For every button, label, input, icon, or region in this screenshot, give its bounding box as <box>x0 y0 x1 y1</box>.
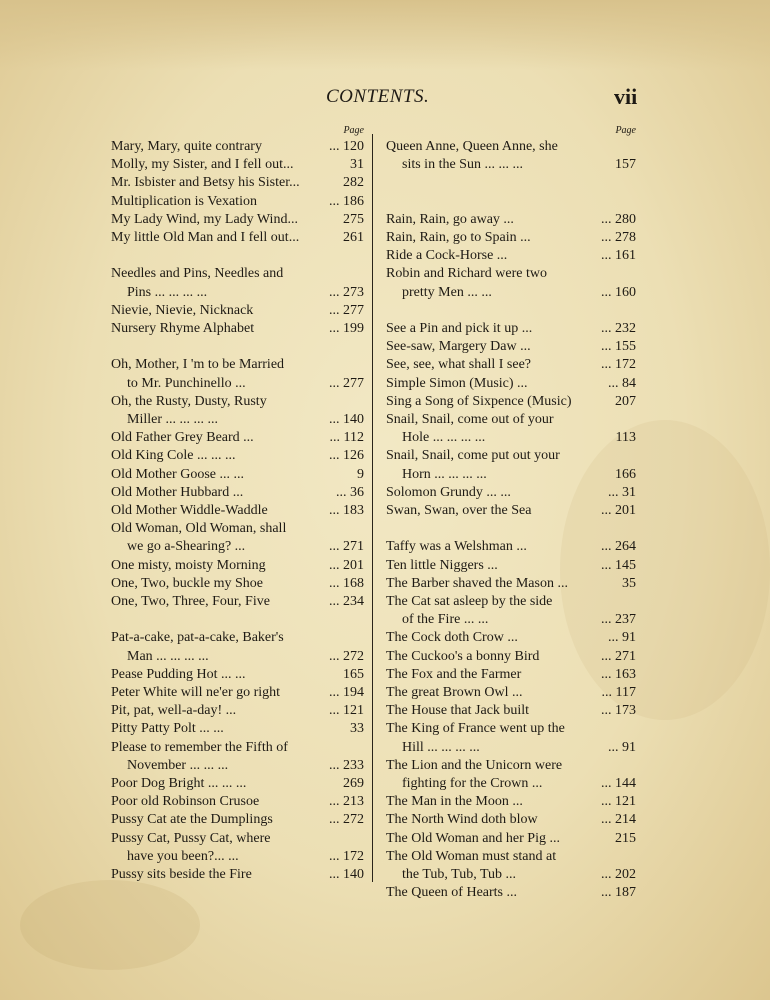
entry-page-number: ... 112 <box>329 430 364 446</box>
section-gap <box>386 174 636 192</box>
entry-page-number: ... 145 <box>601 557 636 573</box>
contents-entry <box>386 393 636 411</box>
entry-title: Old Mother Goose ... ... <box>111 466 244 482</box>
paper-stain <box>20 880 200 970</box>
contents-entry <box>386 866 636 884</box>
contents-entry <box>386 666 636 684</box>
contents-entry <box>386 884 636 902</box>
entry-title: The Old Woman must stand at <box>386 848 557 864</box>
entry-page-number: 157 <box>615 157 636 173</box>
contents-entry <box>111 211 364 229</box>
running-title: CONTENTS. <box>326 86 430 107</box>
entry-page-number: 269 <box>343 776 364 792</box>
contents-entry <box>386 811 636 829</box>
entry-title: Snail, Snail, come put out your <box>386 448 560 464</box>
entry-title: Multiplication is Vexation <box>111 193 257 209</box>
contents-entry <box>111 375 364 393</box>
entry-title: The Barber shaved the Mason ... <box>386 575 568 591</box>
entry-page-number: ... 144 <box>601 776 636 792</box>
contents-entry <box>386 848 636 866</box>
entry-title: fighting for the Crown ... <box>402 776 543 792</box>
contents-entry <box>111 811 364 829</box>
entry-title: Old King Cole ... ... ... <box>111 448 236 464</box>
entry-title: Sing a Song of Sixpence (Music) <box>386 393 572 409</box>
entry-title: have you been?... ... <box>127 848 239 864</box>
entry-title: Swan, Swan, over the Sea <box>386 503 532 519</box>
entry-title: the Tub, Tub, Tub ... <box>402 867 517 883</box>
entry-page-number: 215 <box>615 830 636 846</box>
entry-title: pretty Men ... ... <box>402 284 492 300</box>
contents-entry <box>386 338 636 356</box>
entry-page-number: 282 <box>343 175 364 191</box>
entry-title: Pussy sits beside the Fire <box>111 867 252 883</box>
contents-entry <box>111 793 364 811</box>
entry-page-number: ... 232 <box>601 320 636 336</box>
entry-page-number: ... 160 <box>601 284 636 300</box>
entry-title: Pussy Cat ate the Dumplings <box>111 812 273 828</box>
entry-title: Please to remember the Fifth of <box>111 739 288 755</box>
contents-entry <box>386 247 636 265</box>
entry-title: Miller ... ... ... ... <box>127 412 218 428</box>
entry-title: Man ... ... ... ... <box>127 648 209 664</box>
entry-page-number: ... 237 <box>601 612 636 628</box>
page-edge-shadow <box>0 0 770 70</box>
entry-title: Mr. Isbister and Betsy his Sister... <box>111 175 300 191</box>
entry-page-number: ... 183 <box>329 503 364 519</box>
contents-entry <box>386 211 636 229</box>
contents-entry <box>386 684 636 702</box>
entry-title: Old Woman, Old Woman, shall <box>111 521 287 537</box>
entry-page-number: 261 <box>343 230 364 246</box>
right-entries <box>386 138 636 902</box>
contents-entry <box>386 739 636 757</box>
entry-page-number: ... 168 <box>329 575 364 591</box>
contents-entry <box>111 720 364 738</box>
contents-entry <box>386 720 636 738</box>
entry-title: My little Old Man and I fell out... <box>111 230 300 246</box>
section-gap <box>386 302 636 320</box>
entry-title: Taffy was a Welshman ... <box>386 539 527 555</box>
entry-title: Rain, Rain, go away ... <box>386 211 514 227</box>
entry-title: See a Pin and pick it up ... <box>386 320 533 336</box>
entry-title: The Lion and the Unicorn were <box>386 757 563 773</box>
contents-entry <box>386 356 636 374</box>
entry-title: Oh, Mother, I 'm to be Married <box>111 357 285 373</box>
contents-entry <box>386 284 636 302</box>
entry-title: Old Father Grey Beard ... <box>111 430 254 446</box>
entry-page-number: ... 84 <box>608 375 636 391</box>
contents-entry <box>111 648 364 666</box>
contents-entry <box>386 557 636 575</box>
contents-entry <box>111 302 364 320</box>
contents-entry <box>386 466 636 484</box>
contents-entry <box>386 648 636 666</box>
entry-title: Poor old Robinson Crusoe <box>111 794 260 810</box>
entry-title: Solomon Grundy ... ... <box>386 484 511 500</box>
entry-page-number: ... 121 <box>601 794 636 810</box>
entry-page-number: ... 117 <box>601 685 636 701</box>
entry-page-number: ... 194 <box>329 685 364 701</box>
entry-title: Queen Anne, Queen Anne, she <box>386 139 558 154</box>
entry-title: Simple Simon (Music) ... <box>386 375 528 391</box>
contents-entry <box>111 466 364 484</box>
entry-title: Nievie, Nievie, Nicknack <box>111 302 254 318</box>
entry-page-number: ... 214 <box>601 812 636 828</box>
entry-title: Pitty Patty Polt ... ... <box>111 721 224 737</box>
section-gap <box>111 247 364 265</box>
entry-page-number: ... 273 <box>329 284 364 300</box>
entry-page-number: 9 <box>357 466 364 482</box>
entry-page-number: ... 271 <box>329 539 364 555</box>
entry-title: Hole ... ... ... ... <box>402 430 486 446</box>
entry-title: One, Two, buckle my Shoe <box>111 575 263 591</box>
entry-page-number: 165 <box>343 666 364 682</box>
entry-page-number: 35 <box>622 575 636 591</box>
contents-entry <box>111 284 364 302</box>
contents-entry <box>111 575 364 593</box>
entry-page-number: ... 199 <box>329 321 364 337</box>
entry-page-number: 207 <box>615 393 636 409</box>
entry-title: The Cuckoo's a bonny Bird <box>386 648 540 664</box>
entry-page-number: ... 201 <box>601 503 636 519</box>
column-divider <box>372 134 373 882</box>
entry-page-number: ... 161 <box>601 248 636 264</box>
contents-entry <box>111 229 364 247</box>
contents-entry <box>111 830 364 848</box>
contents-entry <box>386 593 636 611</box>
entry-title: to Mr. Punchinello ... <box>127 375 246 391</box>
entry-title: Molly, my Sister, and I fell out... <box>111 157 294 173</box>
entry-page-number: ... 91 <box>608 630 636 646</box>
entry-title: See-saw, Margery Daw ... <box>386 339 531 355</box>
contents-entry <box>111 265 364 283</box>
entry-title: Robin and Richard were two <box>386 266 547 282</box>
entry-page-number: ... 213 <box>329 794 364 810</box>
entry-title: Pins ... ... ... ... <box>127 284 208 300</box>
entry-title: Snail, Snail, come out of your <box>386 412 554 427</box>
entry-title: Pat-a-cake, pat-a-cake, Baker's <box>111 630 284 646</box>
contents-entry <box>111 538 364 556</box>
entry-page-number: ... 91 <box>608 739 636 755</box>
contents-entry <box>111 320 364 338</box>
page-number: vii <box>614 84 638 109</box>
entry-page-number: ... 278 <box>601 229 636 245</box>
contents-entry <box>111 593 364 611</box>
contents-entry <box>386 229 636 247</box>
entry-title: The House that Jack built <box>386 703 530 719</box>
entry-page-number: ... 121 <box>329 703 364 719</box>
contents-entry <box>111 666 364 684</box>
entry-page-number: ... 36 <box>336 484 364 500</box>
contents-column-left <box>111 124 364 884</box>
contents-entry <box>111 702 364 720</box>
contents-entry <box>111 739 364 757</box>
entry-title: One misty, moisty Morning <box>111 557 266 573</box>
contents-entry <box>111 502 364 520</box>
contents-entry <box>386 629 636 647</box>
entry-page-number: ... 233 <box>329 757 364 773</box>
entry-title: Rain, Rain, go to Spain ... <box>386 229 531 245</box>
entry-title: Oh, the Rusty, Dusty, Rusty <box>111 393 267 409</box>
entry-title: Poor Dog Bright ... ... ... <box>111 776 247 792</box>
entry-page-number: ... 202 <box>601 867 636 883</box>
contents-entry <box>386 375 636 393</box>
entry-page-number: ... 234 <box>329 594 364 610</box>
contents-entry <box>386 484 636 502</box>
page-column-label: Page <box>343 125 364 136</box>
entry-page-number: ... 31 <box>608 484 636 500</box>
contents-entry <box>386 538 636 556</box>
entry-title: Old Mother Widdle-Waddle <box>111 503 268 519</box>
entry-title: One, Two, Three, Four, Five <box>111 594 270 610</box>
contents-entry <box>111 520 364 538</box>
entry-title: we go a-Shearing? ... <box>127 539 246 555</box>
page-column-label: Page <box>615 125 636 136</box>
entry-title: Ride a Cock-Horse ... <box>386 248 508 264</box>
entry-page-number: 31 <box>350 157 364 173</box>
entry-title: Pease Pudding Hot ... ... <box>111 666 246 682</box>
contents-entry <box>386 793 636 811</box>
entry-page-number: ... 126 <box>329 448 364 464</box>
entry-page-number: ... 163 <box>601 666 636 682</box>
contents-entry <box>111 447 364 465</box>
entry-title: Pussy Cat, Pussy Cat, where <box>111 830 271 846</box>
contents-entry <box>111 684 364 702</box>
left-entries <box>111 138 364 884</box>
entry-page-number: ... 140 <box>329 867 364 883</box>
contents-entry <box>386 138 636 156</box>
entry-page-number: 113 <box>615 430 636 446</box>
entry-title: Old Mother Hubbard ... <box>111 484 244 500</box>
entry-title: Nursery Rhyme Alphabet <box>111 321 255 337</box>
contents-entry <box>111 629 364 647</box>
contents-entry <box>111 775 364 793</box>
entry-title: Needles and Pins, Needles and <box>111 266 284 282</box>
entry-page-number: ... 272 <box>329 812 364 828</box>
contents-entry <box>386 575 636 593</box>
contents-entry <box>386 757 636 775</box>
entry-title: sits in the Sun ... ... ... <box>402 157 523 173</box>
entry-title: The Cock doth Crow ... <box>386 630 518 646</box>
entry-title: The great Brown Owl ... <box>386 685 523 701</box>
entry-title: Mary, Mary, quite contrary <box>111 139 262 154</box>
entry-title: The King of France went up the <box>386 721 565 737</box>
entry-page-number: ... 186 <box>329 193 364 209</box>
entry-title: Pit, pat, well-a-day! ... <box>111 703 237 719</box>
contents-entry <box>386 156 636 174</box>
entry-page-number: ... 277 <box>329 302 364 318</box>
contents-entry <box>111 174 364 192</box>
contents-entry <box>386 447 636 465</box>
contents-entry <box>386 502 636 520</box>
contents-entry <box>386 830 636 848</box>
entry-title: November ... ... ... <box>127 757 229 773</box>
contents-entry <box>111 356 364 374</box>
section-gap <box>386 520 636 538</box>
entry-page-number: ... 173 <box>601 703 636 719</box>
entry-title: Peter White will ne'er go right <box>111 685 281 701</box>
entry-title: The Queen of Hearts ... <box>386 885 518 901</box>
section-gap <box>386 193 636 211</box>
entry-title: The North Wind doth blow <box>386 812 538 828</box>
entry-page-number: ... 120 <box>329 139 364 154</box>
entry-page-number: ... 172 <box>601 357 636 373</box>
section-gap <box>111 611 364 629</box>
contents-entry <box>111 138 364 156</box>
contents-entry <box>111 411 364 429</box>
contents-entry <box>111 484 364 502</box>
contents-entry <box>386 265 636 283</box>
entry-title: The Fox and the Farmer <box>386 666 522 682</box>
contents-entry <box>111 193 364 211</box>
entry-title: The Old Woman and her Pig ... <box>386 830 560 846</box>
entry-title: See, see, what shall I see? <box>386 357 531 373</box>
entry-title: of the Fire ... ... <box>402 612 489 628</box>
entry-page-number: 275 <box>343 211 364 227</box>
entry-page-number: ... 277 <box>329 375 364 391</box>
entry-page-number: ... 272 <box>329 648 364 664</box>
contents-entry <box>386 775 636 793</box>
contents-entry <box>111 156 364 174</box>
entry-page-number: 33 <box>350 721 364 737</box>
entry-title: Ten little Niggers ... <box>386 557 498 573</box>
entry-page-number: ... 187 <box>601 885 636 901</box>
contents-entry <box>386 429 636 447</box>
contents-column-right <box>386 124 636 902</box>
contents-entry <box>386 320 636 338</box>
entry-title: The Man in the Moon ... <box>386 794 523 810</box>
entry-title: Hill ... ... ... ... <box>402 739 480 755</box>
entry-page-number: ... 172 <box>329 848 364 864</box>
contents-entry <box>386 611 636 629</box>
contents-entry <box>111 866 364 884</box>
entry-title: Horn ... ... ... ... <box>402 466 487 482</box>
entry-title: The Cat sat asleep by the side <box>386 594 553 610</box>
contents-entry <box>111 393 364 411</box>
contents-entry <box>111 429 364 447</box>
entry-page-number: 166 <box>615 466 636 482</box>
entry-page-number: ... 271 <box>601 648 636 664</box>
entry-title: My Lady Wind, my Lady Wind... <box>111 211 298 227</box>
page-header <box>0 86 770 116</box>
entry-page-number: ... 155 <box>601 339 636 355</box>
entry-page-number: ... 140 <box>329 412 364 428</box>
contents-entry <box>111 848 364 866</box>
entry-page-number: ... 280 <box>601 211 636 227</box>
section-gap <box>111 338 364 356</box>
entry-page-number: ... 201 <box>329 557 364 573</box>
entry-page-number: ... 264 <box>601 539 636 555</box>
contents-entry <box>386 411 636 429</box>
contents-entry <box>111 757 364 775</box>
contents-entry <box>111 557 364 575</box>
contents-entry <box>386 702 636 720</box>
